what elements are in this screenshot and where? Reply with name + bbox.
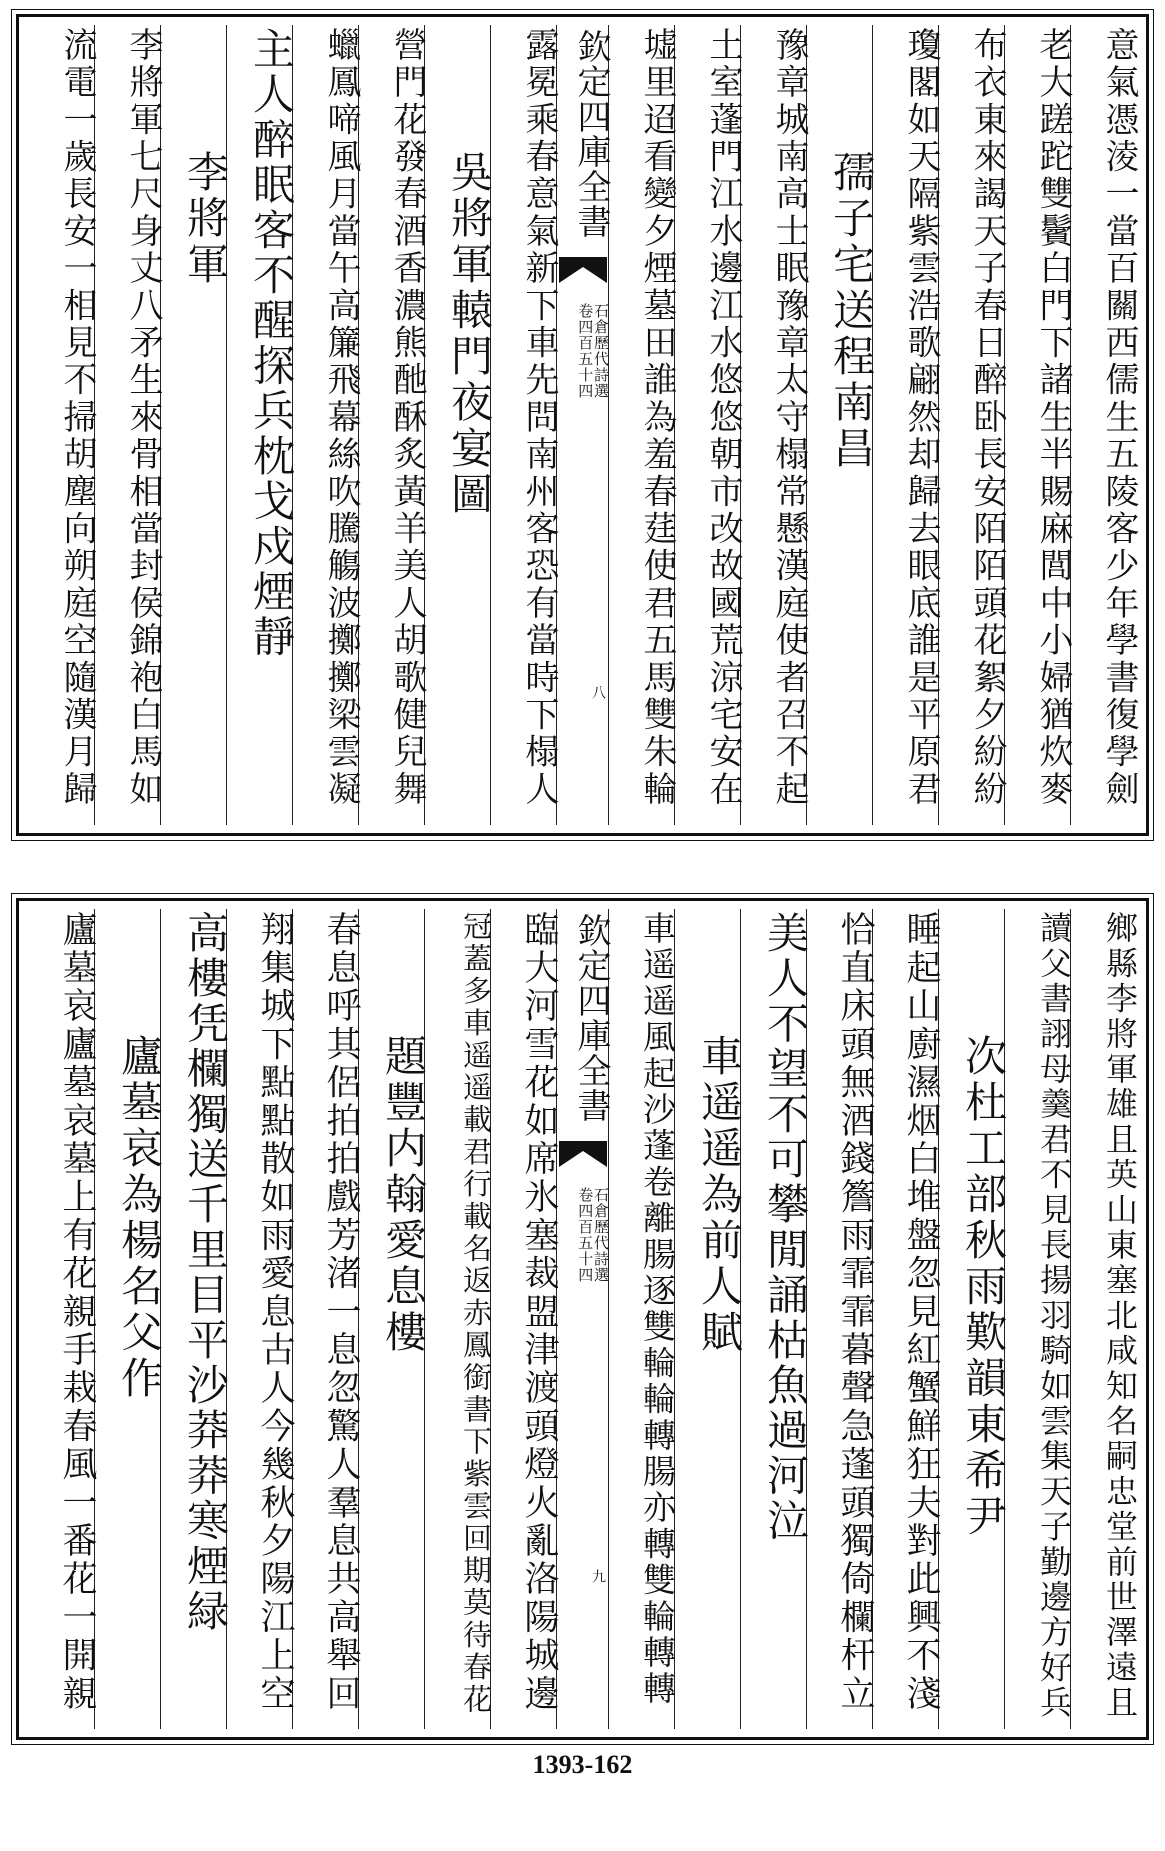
volume-caption: 石倉歷代詩選 卷四百五十四 [576,1187,610,1283]
book-title: 欽定四庫全書 [571,913,611,1123]
leaf-number: 九 [590,1569,606,1583]
center-gutter [556,909,611,1729]
poem-title-column [806,25,876,825]
fishtail-ornament [559,257,607,283]
bottom-columns [29,909,1139,1729]
poem-title-column [94,909,164,1729]
verse-column [29,25,97,825]
poem-title-column [358,909,428,1729]
verse-text: 臨大河雪花如席氷塞裁盟津渡頭燈火亂洛陽城邊 [519,911,559,1714]
verse-column [490,25,559,825]
poem-title-column [160,25,230,825]
poem-title: 次杜工部秋雨歎韻東希尹 [959,1034,1008,1540]
verse-text: 讀父書詡母羹君不見長揚羽騎如雲集天子勤邊方好兵 [1035,911,1073,1721]
verse-text: 墟里迢看變夕煙墓田誰為羞春莛使君五馬雙朱輪 [637,27,677,809]
poem-title: 吳將軍轅門夜宴圖 [445,150,494,518]
poem-title-column [424,25,494,825]
fishtail-ornament [559,1141,607,1167]
verse-text: 布衣東來謁天子春日醉卧長安陌陌頭花絮夕紛紛 [967,27,1007,809]
poem-title: 廬墓哀為楊名父作 [115,1034,164,1402]
top-leaf-panel [16,14,1149,836]
top-columns [29,25,1139,825]
verse-column [608,909,677,1729]
verse-column [226,909,295,1729]
verse-text: 春息呼其侶拍拍戲芳渚一息忽驚人羣息共高舉回 [321,911,361,1714]
verse-column [608,25,677,825]
poem-title: 車遥遥為前人賦 [695,1034,744,1356]
verse-text: 李將軍七尺身丈八矛生來骨相當封侯錦袍白馬如 [123,27,163,809]
verse-text: 流電一歲長安一相見不掃胡塵向朔庭空隨漢月歸 [57,27,97,809]
verse-column [740,25,809,825]
verse-text: 意氣憑淩一當百關西儒生五陵客少年學書復學劍 [1099,27,1139,809]
verse-column [490,909,559,1729]
verse-column [358,25,427,825]
poem-title: 孺子宅送程南昌 [827,150,876,472]
verse-text: 蠟鳳啼風月當午高簾飛幕絲吹騰觴波擲擲梁雲凝 [321,27,361,809]
verse-column [938,25,1007,825]
verse-text: 美人不望不可攀閒誦枯魚過河泣 [761,911,810,1544]
leaf-number: 八 [590,685,606,699]
verse-column [872,25,941,825]
verse-column [1004,909,1073,1729]
verse-column [226,25,296,825]
verse-column [740,909,810,1729]
verse-text: 營門花發春酒香濃熊酏酥炙黃羊美人胡歌健兒舞 [387,27,427,809]
verse-column [1070,909,1139,1729]
verse-text: 恰直床頭無酒錢簷雨霏霏暮聲急蓬頭獨倚欄杆立 [835,911,875,1714]
verse-text: 車遥遥風起沙蓬卷離腸逐雙輪輪轉腸亦轉雙輪轉轉 [638,911,677,1708]
poem-title: 題豐内翰愛息樓 [379,1034,428,1356]
verse-column [1004,25,1073,825]
poem-title-column [674,909,744,1729]
verse-column [806,909,875,1729]
book-title: 欽定四庫全書 [571,29,611,239]
verse-text: 瓊閣如天隔紫雲浩歌翩然却歸去眼底誰是平原君 [901,27,941,809]
verse-text: 土室蓬門江水邊江水悠悠朝市改故國荒涼宅安在 [703,27,743,809]
verse-text: 翔集城下點點散如雨愛息古人今幾秋夕陽江上空 [255,911,295,1714]
page-reference: 1393-162 [532,1750,633,1779]
verse-text: 老大蹉跎雙鬢白門下諸生半賜麻閭中小婦猶炊麥 [1033,27,1073,809]
verse-column [29,909,97,1729]
verse-text: 冠蓋多車遥遥載君行載名返赤鳳銜書下紫雲回期莫待春花 [459,911,493,1716]
poem-title: 李將軍 [181,150,230,288]
verse-column [674,25,743,825]
verse-column [424,909,493,1729]
verse-column [160,909,230,1729]
verse-text: 鄉縣李將軍雄且英山東塞北咸知名嗣忠堂前世澤遠且 [1101,911,1139,1721]
verse-column [292,25,361,825]
verse-text: 高樓凭欄獨送千里目平沙莽莽寒煙緑 [181,911,230,1635]
verse-text: 豫章城南高士眠豫章太守榻常懸漢庭使者召不起 [769,27,809,809]
verse-column [292,909,361,1729]
verse-text: 露冕乘春意氣新下車先問南州客恐有當時下榻人 [519,27,559,809]
poem-title-column [938,909,1008,1729]
verse-text: 睡起山廚濕烟白堆盤忽見紅蟹鮮狂夫對此興不淺 [901,911,941,1714]
verse-column [1070,25,1139,825]
verse-text: 廬墓哀廬墓哀墓上有花親手栽春風一番花一開親 [57,911,97,1714]
bottom-leaf-panel [16,898,1149,1740]
center-gutter [556,25,611,825]
verse-column [94,25,163,825]
volume-caption: 石倉歷代詩選 卷四百五十四 [576,303,610,399]
verse-column [872,909,941,1729]
verse-text: 主人醉眠客不醒探兵枕戈戍煙靜 [247,27,296,660]
